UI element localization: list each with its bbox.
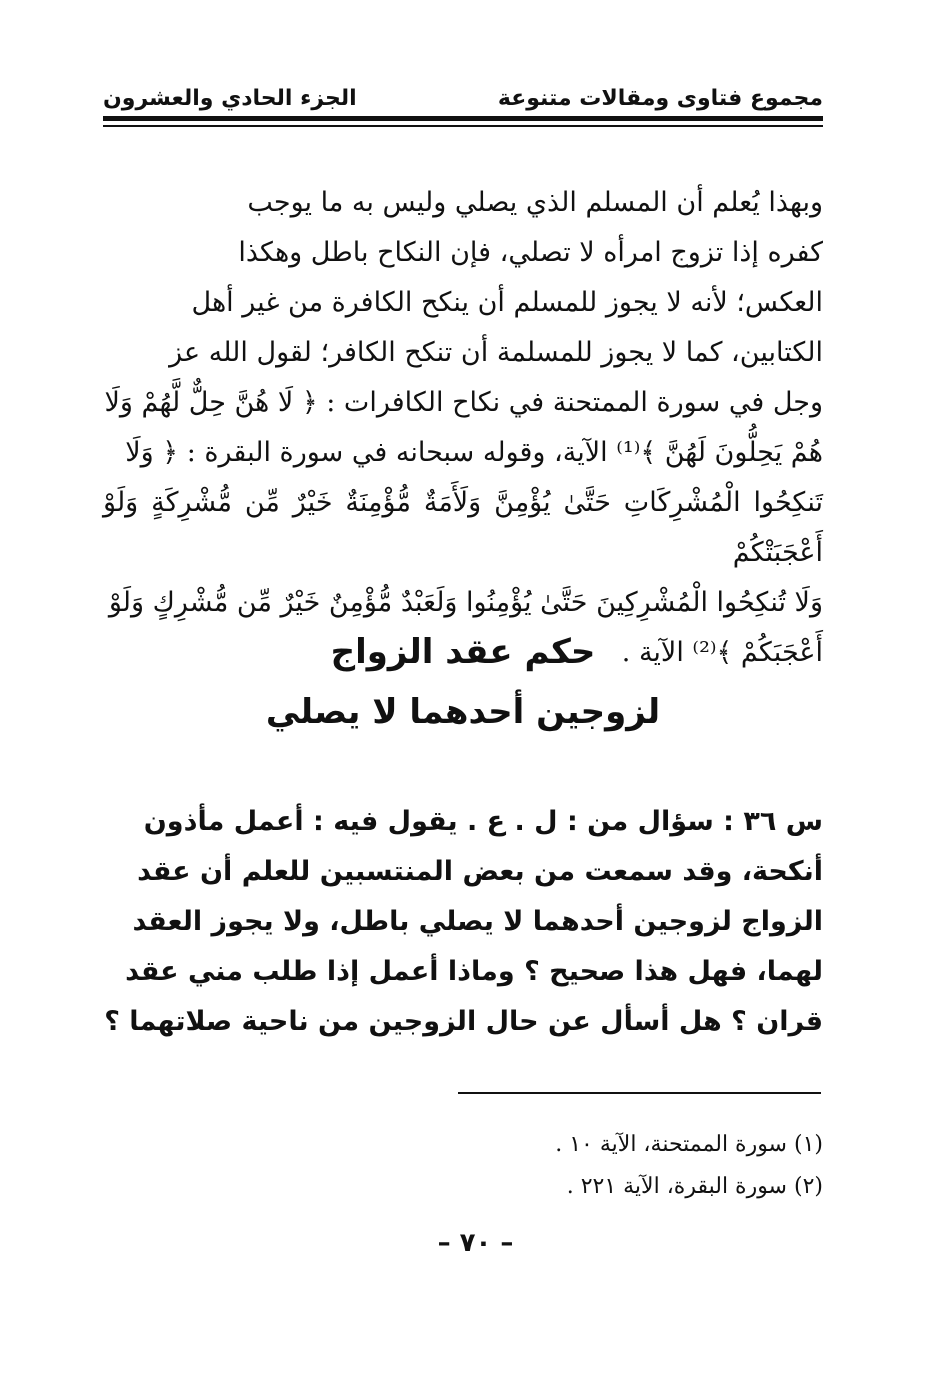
footnote: (٢) سورة البقرة، الآية ٢٢١ . [566, 1174, 823, 1199]
body-line: وَلَا تُنكِحُوا الْمُشْرِكِينَ حَتَّىٰ يُؤْمِنُوا وَلَعَبْدٌ مُّؤْمِنٌ خَيْرٌ مِّن مُّشْرِكٍ وَلَوْ [108, 587, 823, 618]
section-heading-line2: لزوجين أحدهما لا يصلي [265, 692, 661, 732]
body-line: كفره إذا تزوج امرأه لا تصلي، فإن النكاح باطل وهكذا [238, 237, 823, 268]
header-volume-title: الجزء الحادي والعشرون [103, 85, 357, 111]
body-line: هُمْ يَحِلُّونَ لَهُنَّ ﴾⁽¹⁾ الآية، وقوله سبحانه في سورة البقرة : ﴿ وَلَا [125, 437, 823, 468]
header-book-title: مجموع فتاوى ومقالات متنوعة [497, 85, 823, 111]
body-line: الكتابين، كما لا يجوز للمسلمة أن تنكح الكافر؛ لقول الله عز [169, 337, 823, 368]
page-number: – ٧٠ – [437, 1228, 514, 1258]
footnotes [103, 1124, 823, 1208]
body-line: تَنكِحُوا الْمُشْرِكَاتِ حَتَّىٰ يُؤْمِنَّ وَلَأَمَةٌ مُّؤْمِنَةٌ خَيْرٌ مِّن مُّشْرِكَةٍ وَلَوْ أَعْجَبَتْكُمْ [103, 487, 823, 568]
body-line: العكس؛ لأنه لا يجوز للمسلم أن ينكح الكافرة من غير أهل [191, 287, 823, 318]
running-header [103, 84, 823, 112]
body-line: وبهذا يُعلم أن المسلم الذي يصلي وليس به ما يوجب [247, 187, 823, 218]
footnote: (١) سورة الممتحنة، الآية ١٠ . [555, 1132, 823, 1157]
header-rule-thick [103, 116, 823, 121]
header-rule-thin [103, 125, 823, 127]
section-heading-line1: حكم عقد الزواج [330, 632, 596, 672]
question-line: أنكحة، وقد سمعت من بعض المنتسبين للعلم أن عقد [137, 856, 823, 887]
question-line: س ٣٦ : سؤال من : ل . ع . يقول فيه : أعمل مأذون [143, 806, 823, 837]
body-paragraph [103, 178, 823, 678]
body-line: وجل في سورة الممتحنة في نكاح الكافرات : ﴿ لَا هُنَّ حِلٌّ لَّهُمْ وَلَا [104, 387, 823, 418]
question-paragraph [103, 797, 823, 1047]
question-line: لهما، فهل هذا صحيح ؟ وماذا أعمل إذا طلب مني عقد [125, 956, 823, 987]
question-line: الزواج لزوجين أحدهما لا يصلي باطل، ولا يجوز العقد [132, 906, 823, 937]
footnote-separator [458, 1092, 821, 1094]
question-line: قران ؟ هل أسأل عن حال الزوجين من ناحية صلاتهما ؟ [104, 1006, 823, 1037]
body-line: أَعْجَبَكُمْ ﴾⁽²⁾ الآية . [621, 637, 823, 668]
